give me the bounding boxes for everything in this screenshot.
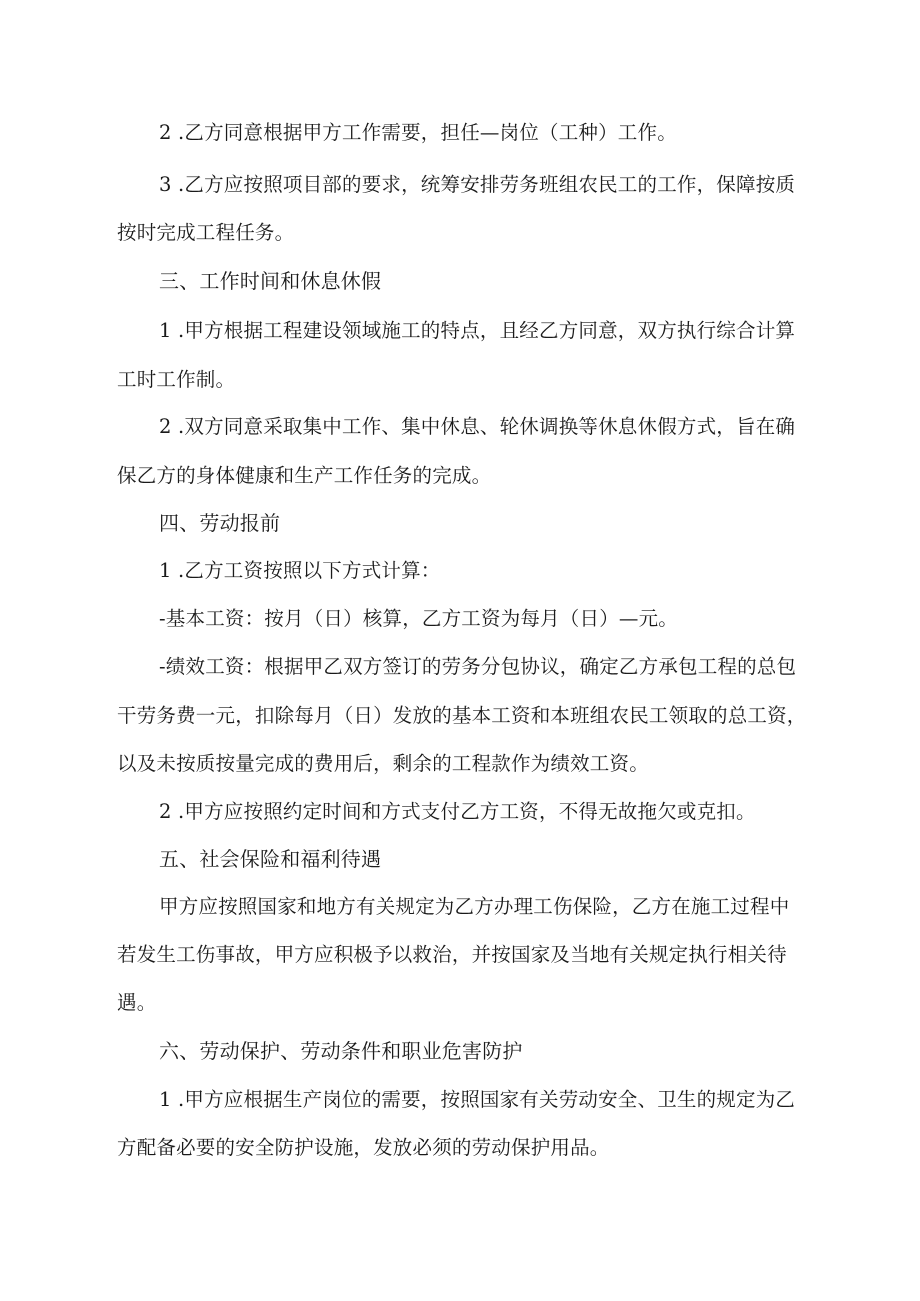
section-4-heading: 四、劳动报前 [159, 511, 281, 535]
base-salary-item: -基本工资：按月（日）核算，乙方工资为每月（日）—元。 [159, 607, 678, 630]
section-3-heading: 三、工作时间和休息休假 [159, 269, 382, 293]
performance-salary-item-cont-2: 以及未按质按量完成的费用后，剩余的工程款作为绩效工资。 [117, 752, 649, 775]
section-5-paragraph: 甲方应按照国家和地方有关规定为乙方办理工伤保险，乙方在施工过程中 [159, 895, 790, 918]
clause-2-text: 2 .乙方同意根据甲方工作需要，担任—岗位（工种）工作。 [159, 121, 677, 144]
section-3-clause-1-text-cont: 工时工作制。 [117, 368, 236, 391]
section-4-clause-2-text: 2 .甲方应按照约定时间和方式支付乙方工资，不得无故拖欠或克扣。 [159, 800, 756, 823]
section-6-clause-1-text: 1 .甲方应根据生产岗位的需要，按照国家有关劳动安全、卫生的规定为乙 [159, 1088, 796, 1111]
section-3-clause-1-text: 1 .甲方根据工程建设领域施工的特点，且经乙方同意，双方执行综合计算 [159, 319, 796, 342]
section-5-paragraph-cont-2: 遇。 [117, 991, 157, 1014]
performance-salary-item-cont-1: 干劳务费一元，扣除每月（日）发放的基本工资和本班组农民工领取的总工资， [117, 704, 807, 727]
clause-3-text-cont: 按时完成工程任务。 [117, 221, 295, 244]
section-6-clause-1-text-cont: 方配备必要的安全防护设施，发放必须的劳动保护用品。 [117, 1136, 610, 1159]
section-3-clause-2-text-cont: 保乙方的身体健康和生产工作任务的完成。 [117, 464, 492, 487]
section-3-clause-2-text: 2 .双方同意采取集中工作、集中休息、轮休调换等休息休假方式，旨在确 [159, 415, 796, 438]
performance-salary-item: -绩效工资：根据甲乙双方签订的劳务分包协议，确定乙方承包工程的总包 [159, 655, 797, 678]
section-6-heading: 六、劳动保护、劳动条件和职业危害防护 [159, 1039, 523, 1063]
section-4-clause-1-text: 1 .乙方工资按照以下方式计算： [159, 559, 441, 582]
clause-3-text: 3 .乙方应按照项目部的要求，统筹安排劳务班组农民工的工作，保障按质 [159, 173, 796, 196]
section-5-paragraph-cont-1: 若发生工伤事故，甲方应积极予以救治，并按国家及当地有关规定执行相关待 [117, 943, 787, 966]
section-5-heading: 五、社会保险和福利待遇 [159, 847, 382, 871]
